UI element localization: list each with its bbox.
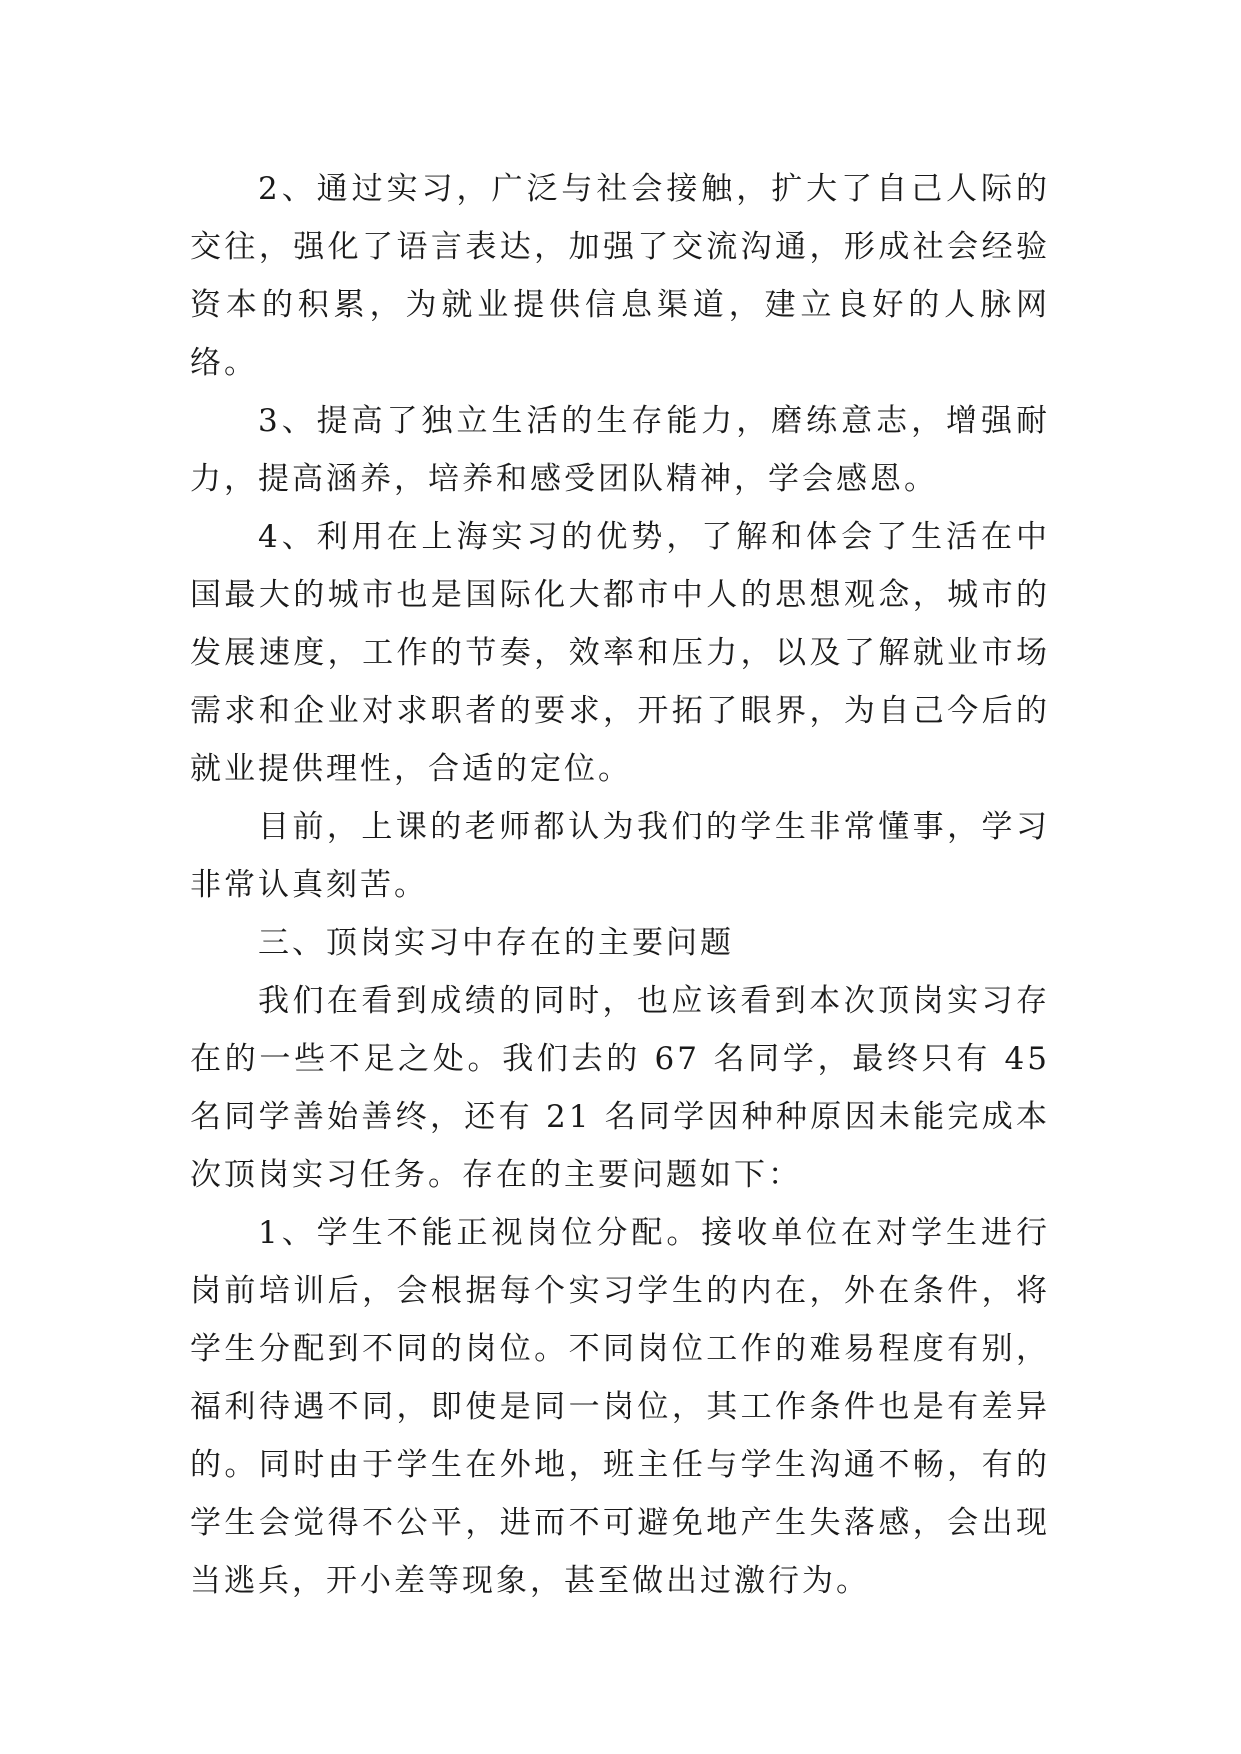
paragraph-point-3: 3、提高了独立生活的生存能力，磨练意志，增强耐力，提高涵养，培养和感受团队精神，学会感恩。 xyxy=(190,403,1050,497)
paragraph-point-4: 4、利用在上海实习的优势，了解和体会了生活在中国最大的城市也是国际化大都市中人的思想观念，城市的发展速度，工作的节奏，效率和压力，以及了解就业市场需求和企业对求职者的要求，开拓了眼界，为自己今后的就业提供理性，合适的定位。 xyxy=(190,519,1050,787)
document-body xyxy=(190,160,1050,1610)
paragraph-shortcomings: 我们在看到成绩的同时，也应该看到本次顶岗实习存在的一些不足之处。我们去的 67 名同学，最终只有 45 名同学善始善终，还有 21 名同学因种种原因未能完成本次顶岗实习任务。存在的主要问题如下： xyxy=(190,983,1050,1193)
paragraph-teacher-feedback: 目前，上课的老师都认为我们的学生非常懂事，学习非常认真刻苦。 xyxy=(190,809,1050,903)
paragraph-problem-1: 1、学生不能正视岗位分配。接收单位在对学生进行岗前培训后，会根据每个实习学生的内在，外在条件，将学生分配到不同的岗位。不同岗位工作的难易程度有别，福利待遇不同，即使是同一岗位，其工作条件也是有差异的。同时由于学生在外地，班主任与学生沟通不畅，有的学生会觉得不公平，进而不可避免地产生失落感，会出现当逃兵，开小差等现象，甚至做出过激行为。 xyxy=(190,1215,1050,1599)
paragraph-point-2: 2、通过实习，广泛与社会接触，扩大了自己人际的交往，强化了语言表达，加强了交流沟通，形成社会经验资本的积累，为就业提供信息渠道，建立良好的人脉网络。 xyxy=(190,171,1050,381)
section-heading-problems: 三、顶岗实习中存在的主要问题 xyxy=(258,925,734,961)
